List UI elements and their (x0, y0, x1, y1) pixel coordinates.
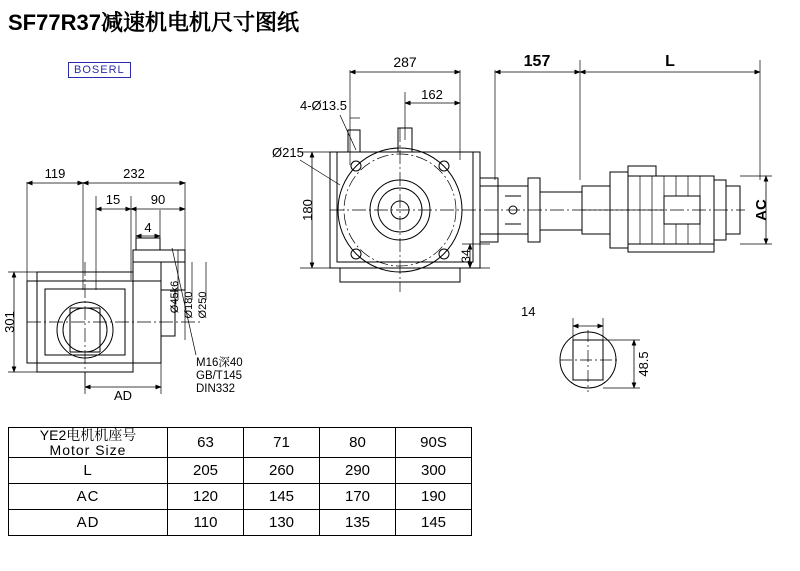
table-row (9, 484, 472, 510)
dim-180: 180 (300, 199, 315, 221)
table-row-header (9, 428, 168, 458)
dim-d215: Ø215 (272, 145, 304, 160)
row-header-line2: Motor Size (49, 441, 127, 458)
column-header-2: 80 (320, 428, 396, 458)
dim-15: 15 (105, 192, 121, 207)
table-row (9, 510, 472, 536)
column-header-3: 90S (396, 428, 472, 458)
motor-size-table (8, 427, 472, 536)
cell-l-90s: 300 (396, 458, 472, 484)
table-header-row (9, 428, 472, 458)
dim-AD-left: AD (113, 388, 133, 403)
cell-ac-90s: 190 (396, 484, 472, 510)
dim-14: 14 (521, 304, 536, 319)
dim-4: 4 (144, 220, 152, 235)
brand-logo: BOSERL (68, 62, 131, 78)
dim-232: 232 (123, 166, 145, 181)
cell-l-80: 290 (320, 458, 396, 484)
page-title: SF77R37减速机电机尺寸图纸 (8, 10, 299, 35)
row-label-l: L (9, 458, 168, 484)
cell-ad-80: 135 (320, 510, 396, 536)
row-label-ad: AD (9, 510, 168, 536)
dim-AC: AC (753, 199, 770, 221)
cell-ad-63: 110 (168, 510, 244, 536)
dim-287: 287 (393, 54, 417, 70)
dim-d180: Ø180 (183, 291, 195, 319)
row-header-line1: YE2电机机座号 (39, 427, 137, 443)
note-m16: M16深40 (196, 357, 243, 369)
dim-L: L (665, 53, 675, 70)
dim-90: 90 (150, 192, 166, 207)
dim-301: 301 (2, 311, 17, 333)
dim-162: 162 (421, 87, 443, 102)
dim-d45k6: Ø45k6 (169, 280, 181, 314)
dim-48.5: 48.5 (636, 351, 651, 377)
cell-ac-71: 145 (244, 484, 320, 510)
cell-l-71: 260 (244, 458, 320, 484)
cell-ac-63: 120 (168, 484, 244, 510)
cell-ad-90s: 145 (396, 510, 472, 536)
dim-d250: Ø250 (197, 291, 209, 319)
cell-ac-80: 170 (320, 484, 396, 510)
column-header-0: 63 (168, 428, 244, 458)
cell-ad-71: 130 (244, 510, 320, 536)
dim-34: 34 (459, 249, 473, 263)
note-din332: DIN332 (196, 383, 235, 395)
note-gbt145: GB/T145 (196, 370, 243, 382)
table-row (9, 458, 472, 484)
dim-4x13.5: 4-Ø13.5 (300, 98, 347, 113)
cell-l-63: 205 (168, 458, 244, 484)
dim-119: 119 (44, 166, 66, 181)
dim-157: 157 (523, 53, 551, 70)
column-header-1: 71 (244, 428, 320, 458)
row-label-ac: AC (9, 484, 168, 510)
